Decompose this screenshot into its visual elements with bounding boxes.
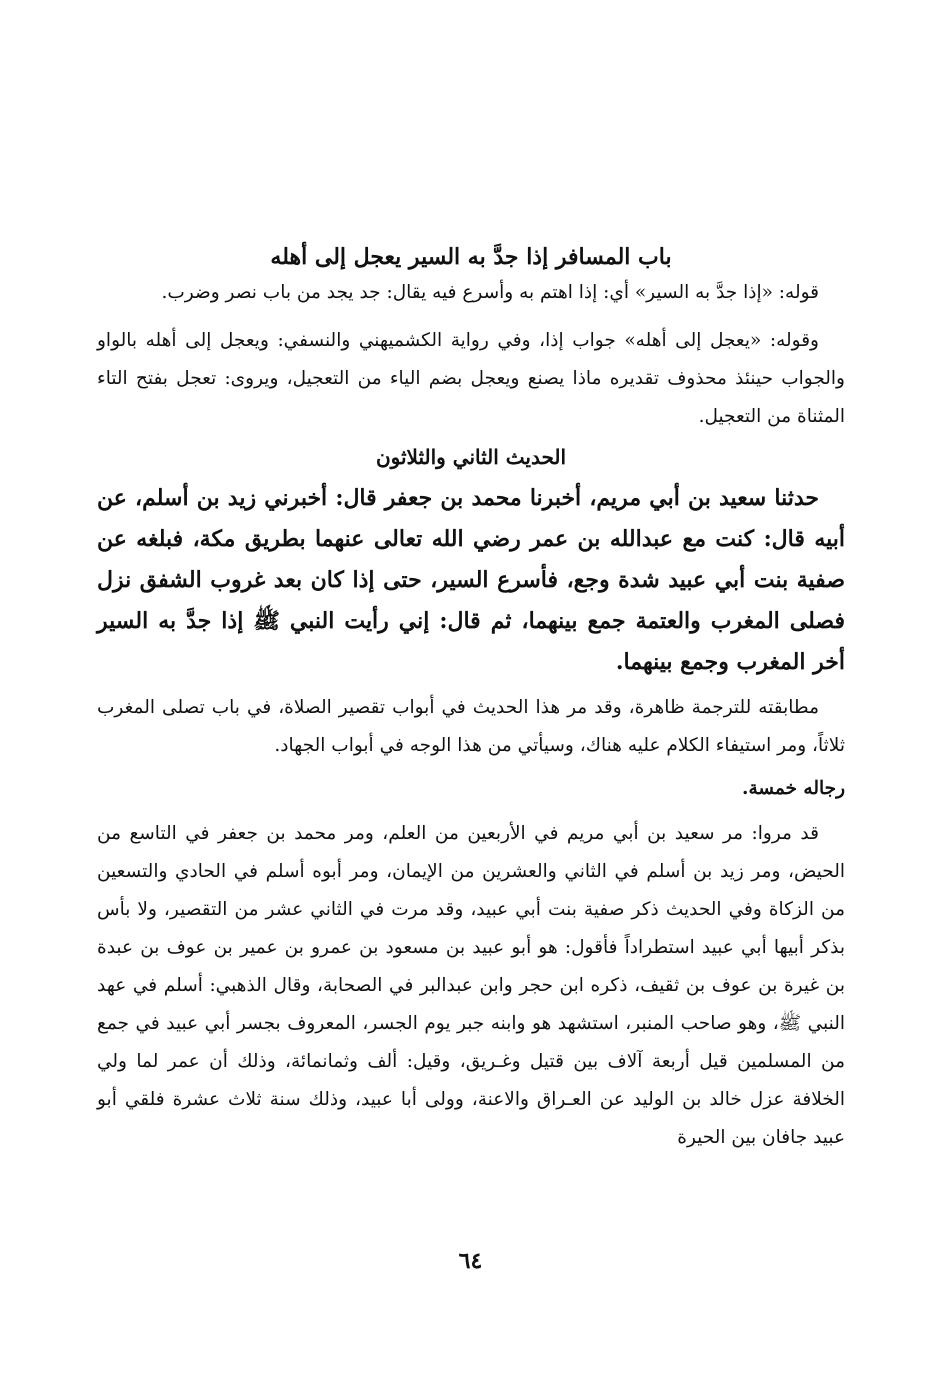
correspondence-paragraph: مطابقته للترجمة ظاهرة، وقد مر هذا الحديث في أبواب تقصير الصلاة، في باب تصلى المغرب ثلاثاً، ومر استيفاء الكلام عليه هناك، وسيأتي من هذا الوجه في أبواب الجهاد. [97,697,845,756]
narrators-paragraph: قد مروا: مر سعيد بن أبي مريم في الأربعين من العلم، ومر محمد بن جعفر في التاسع من الحيض، ومر زيد بن أسلم في الثاني والعشرين من الإيمان، ومر أبوه أسلم في الحادي والتسعين من الزكاة وفي الحديث ذكر صفية بنت أبي عبيد، وقد مرت في الثاني عشر من التقصير، ولا بأس بذكر أبيها أبي عبيد استطراداً فأقول: هو أبو عبيد بن مسعود بن عمرو بن عمير بن عوف بن عبدة بن غيرة بن عوف بن ثقيف، ذكره ابن حجر وابن عبدالبر في الصحابة، وقال الذهبي: أسلم في عهد النبي ﷺ، وهو صاحب المنبر، استشهد هو وابنه جبر يوم الجسر، المعروف بجسر أبي عبيد في جمع من المسلمين قيل أربعة آلاف بين قتيل وغـريق، وقيل: ألف وثمانمائة، وذلك أن عمر لما ولي الخلافة عزل خالد بن الوليد عن العـراق والاعنة، وولى أبا عبيد، وذلك سنة ثلاث عشرة فلقي أبو عبيد جافان بين الحيرة [97,823,845,1148]
commentary-paragraph-2: وقوله: «يعجل إلى أهله» جواب إذا، وفي رواية الكشميهني والنسفي: ويعجل إلى أهله بالواو والجواب حينئذ محذوف تقديره ماذا يصنع ويعجل بضم الياء من التعجيل، ويروى: تعجل بفتح التاء المثناة من التعجيل. [97,330,845,427]
hadith-text: حدثنا سعيد بن أبي مريم، أخبرنا محمد بن جعفر قال: أخبرني زيد بن أسلم، عن أبيه قال: كنت مع عبدالله بن عمر رضي الله تعالى عنهما بطريق مكة، فبلغه عن صفية بنت أبي عبيد شدة وجع، فأسرع السير، حتى إذا كان بعد غروب الشفق نزل فصلى المغرب والعتمة جمع بينهما، ثم قال: إني رأيت النبي ﷺ إذا جدَّ به السير أخر المغرب وجمع بينهما. [97,485,845,675]
commentary-paragraph-1: قوله: «إذا جدَّ به السير» أي: إذا اهتم به وأسرع فيه يقال: جد يجد من باب نصر وضرب. [161,282,819,303]
narrators-label: رجاله خمسة. [742,778,845,799]
chapter-title: باب المسافر إذا جدَّ به السير يعجل إلى أهله [270,244,672,270]
book-page [97,240,845,1157]
hadith-heading: الحديث الثاني والثلاثون [375,445,567,469]
page-number: ٦٤ [458,1248,483,1274]
